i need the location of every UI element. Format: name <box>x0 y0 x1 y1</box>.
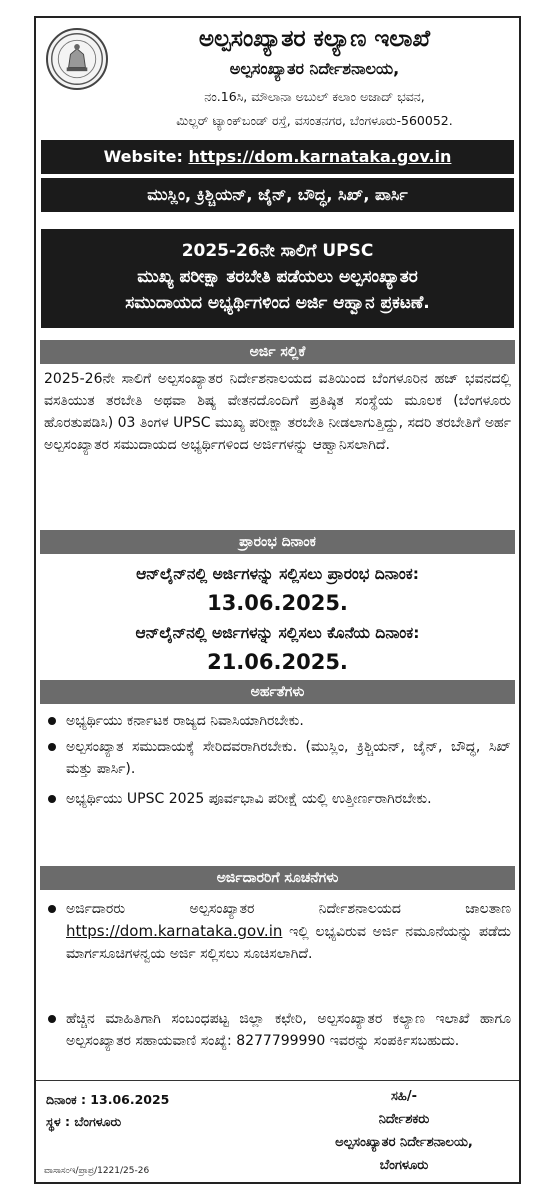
instruction-item-text: ಇಲ್ಲಿ ಲಭ್ಯವಿರುವ ಅರ್ಜಿ ನಮೂನೆಯನ್ನು ಪಡೆದು ಮಾರ್ಗಸೂಚಿಗಳನ್ವಯ ಅರ್ಜಿ ಸಲ್ಲಿಸಲು ಸೂಚಿಸಲಾಗಿದೆ. <box>66 924 512 962</box>
eligibility-item-text: ಅಭ್ಯರ್ಥಿಯು UPSC 2025 ಪೂರ್ವಭಾವಿ ಪರೀಕ್ಷೆ ಯಲ್ಲಿ ಉತ್ತೀರ್ಣರಾಗಿರಬೇಕು. <box>66 791 432 807</box>
eligibility-item <box>44 788 511 810</box>
reference-number: ವಾಸಾಸಂಇ/ಪ್ರಾಪ್ರ/1221/25-26 <box>44 1166 150 1176</box>
eligibility-item <box>44 736 511 780</box>
directorate-name: ಅಲ್ಪಸಂಖ್ಯಾತರ ನಿರ್ದೇಶನಾಲಯ, <box>229 59 400 78</box>
dates-section-heading: ಪ್ರಾರಂಭ ದಿನಾಂಕ <box>40 530 515 554</box>
signature: ಸಹಿ/- <box>391 1089 417 1104</box>
application-section-body: 2025-26ನೇ ಸಾಲಿಗೆ ಅಲ್ಪಸಂಖ್ಯಾತರ ನಿರ್ದೇಶನಾಲಯದ ವತಿಯಿಂದ ಬೆಂಗಳೂರಿನ ಹಜ್ ಭವನದಲ್ಲಿ ವಸತಿಯುತ ತರಬೇತಿ ಅಥವಾ ಶಿಷ್ಯ ವೇತನದೊಂದಿಗೆ ಪ್ರತಿಷ್ಠಿತ ಸಂಸ್ಥೆಯ ಮೂಲಕ (ಬೆಂಗಳೂರು ಹೊರತುಪಡಿಸಿ) 03 ತಿಂಗಳ UPSC ಮುಖ್ಯ ಪರೀಕ್ಷಾ ತರಬೇತಿ ನೀಡಲಾಗುತ್ತಿದ್ದು, ಸದರಿ ತರಬೇತಿಗೆ ಅರ್ಹ ಅಲ್ಪಸಂಖ್ಯಾತರ ಸಮುದಾಯದ ಅಭ್ಯರ್ಥಿಗಳಿಂದ ಅರ್ಜಿಗಳನ್ನು ಆಹ್ವಾನಿಸಲಾಗಿದೆ. <box>44 371 511 453</box>
notice-title-block <box>41 229 514 328</box>
bullet-icon <box>48 905 56 913</box>
notice-title-line-1: 2025-26ನೇ ಸಾಲಿಗೆ UPSC <box>181 241 374 261</box>
notice-title-line-3: ಸಮುದಾಯದ ಅಭ್ಯರ್ಥಿಗಳಿಂದ ಅರ್ಜಿ ಆಹ್ವಾನ ಪ್ರಕಟಣೆ. <box>125 293 430 313</box>
department-title: ಅಲ್ಪಸಂಖ್ಯಾತರ ಕಲ್ಯಾಣ ಇಲಾಖೆ <box>198 26 431 52</box>
instruction-item <box>44 1008 511 1052</box>
footer-place: ಸ್ಥಳ : ಬೆಂಗಳೂರು <box>46 1114 122 1129</box>
application-section-heading: ಅರ್ಜಿ ಸಲ್ಲಿಕೆ <box>40 340 515 364</box>
bullet-icon <box>48 717 56 725</box>
footer-divider <box>36 1080 519 1081</box>
signatory-city: ಬೆಂಗಳೂರು <box>379 1158 429 1173</box>
eligibility-item-text: ಅಭ್ಯರ್ಥಿಯು ಕರ್ನಾಟಕ ರಾಜ್ಯದ ನಿವಾಸಿಯಾಗಿರಬೇಕು. <box>66 713 304 729</box>
eligibility-item-text: ಅಲ್ಪಸಂಖ್ಯಾತ ಸಮುದಾಯಕ್ಕೆ ಸೇರಿದವರಾಗಿರಬೇಕು. (ಮುಸ್ಲಿಂ, ಕ್ರಿಶ್ಚಿಯನ್, ಜೈನ್, ಬೌದ್ಧ, ಸಿಖ್ ಮತ್ತು ಪಾರ್ಸಿ). <box>66 739 511 777</box>
header <box>36 18 519 136</box>
signatory-designation: ನಿರ್ದೇಶಕರು <box>378 1112 430 1127</box>
karnataka-emblem-icon <box>46 28 108 90</box>
instruction-item-text: ಹೆಚ್ಚಿನ ಮಾಹಿತಿಗಾಗಿ ಸಂಬಂಧಪಟ್ಟ ಜಿಲ್ಲಾ ಕಛೇರಿ, ಅಲ್ಪಸಂಖ್ಯಾತರ ಕಲ್ಯಾಣ ಇಲಾಖೆ ಹಾಗೂ ಅಲ್ಪಸಂಖ್ಯಾತರ ಸಹಾಯವಾಣಿ ಸಂಖ್ಯೆ: 8277799990 ಇವರನ್ನು ಸಂಪರ್ಕಿಸಬಹುದು. <box>66 1011 511 1049</box>
website-banner <box>41 140 514 174</box>
website-link[interactable]: https://dom.karnataka.gov.in <box>66 922 283 940</box>
eligibility-section-heading: ಅರ್ಹತೆಗಳು <box>40 680 515 704</box>
signatory-office: ಅಲ್ಪಸಂಖ್ಯಾತರ ನಿರ್ದೇಶನಾಲಯ, <box>335 1135 473 1150</box>
address-line-2: ಮಿಲ್ಲರ್ ಟ್ಯಾಂಕ್‌ಬಂಡ್ ರಸ್ತೆ, ವಸಂತನಗರ, ಬೆಂಗಳೂರು-560052. <box>176 113 453 128</box>
start-date-value: 13.06.2025. <box>207 591 348 615</box>
bullet-icon <box>48 743 56 751</box>
instructions-section-heading: ಅರ್ಜಿದಾರರಿಗೆ ಸೂಚನೆಗಳು <box>40 866 515 890</box>
website-link[interactable]: https://dom.karnataka.gov.in <box>188 147 452 166</box>
end-date-value: 21.06.2025. <box>207 650 348 674</box>
bullet-icon <box>48 1015 56 1023</box>
advertisement-frame <box>34 16 521 1184</box>
end-date-label: ಆನ್‌ಲೈನ್‌ನಲ್ಲಿ ಅರ್ಜಿಗಳನ್ನು ಸಲ್ಲಿಸಲು ಕೊನೆಯ ದಿನಾಂಕ: <box>135 624 420 642</box>
notice-title-line-2: ಮುಖ್ಯ ಪರೀಕ್ಷಾ ತರಬೇತಿ ಪಡೆಯಲು ಅಲ್ಪಸಂಖ್ಯಾತರ <box>137 267 418 287</box>
instruction-item-text: ಅರ್ಜಿದಾರರು ಅಲ್ಪಸಂಖ್ಯಾತರ ನಿರ್ದೇಶನಾಲಯದ ಜಾಲತಾಣ <box>66 901 511 917</box>
instruction-item <box>44 898 511 965</box>
start-date-label: ಆನ್‌ಲೈನ್‌ನಲ್ಲಿ ಅರ್ಜಿಗಳನ್ನು ಸಲ್ಲಿಸಲು ಪ್ರಾರಂಭ ದಿನಾಂಕ: <box>136 565 419 583</box>
communities-banner: ಮುಸ್ಲಿಂ, ಕ್ರಿಶ್ಚಿಯನ್, ಜೈನ್, ಬೌದ್ಧ, ಸಿಖ್, ಪಾರ್ಸಿ <box>41 178 514 212</box>
footer-date: ದಿನಾಂಕ : 13.06.2025 <box>46 1092 170 1107</box>
eligibility-item <box>44 710 511 732</box>
bullet-icon <box>48 795 56 803</box>
website-label: Website: <box>103 147 189 166</box>
address-line-1: ನಂ.16ಸಿ, ಮೌಲಾನಾ ಅಬುಲ್ ಕಲಾಂ ಅಜಾದ್ ಭವನ, <box>204 89 425 104</box>
